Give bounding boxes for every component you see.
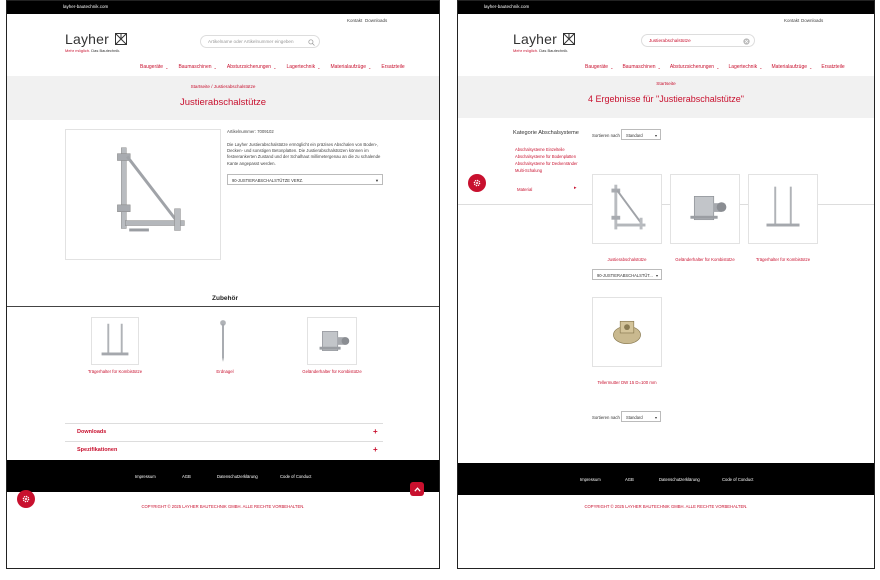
- category-link[interactable]: Multi-Schalung: [515, 168, 543, 173]
- chevron-down-icon: ⌄: [368, 64, 372, 70]
- footer-link-code-of-conduct[interactable]: Code of Conduct: [722, 477, 754, 482]
- nav-absturzsicherungen[interactable]: Absturzsicherungen ⌄: [226, 64, 277, 70]
- layher-logo[interactable]: [65, 31, 127, 47]
- copyright: COPYRIGHT © 2025 LAYHER BAUTECHNIK GMBH. ALLE RECHTE VORBEHALTEN.: [584, 504, 748, 509]
- util-link-kontakt[interactable]: Kontakt: [784, 18, 800, 23]
- carrier-holder-icon: [749, 175, 817, 243]
- breadcrumb[interactable]: Startseite: [656, 81, 676, 86]
- category-title: Kategorie Abschalsysteme: [513, 130, 579, 136]
- footer-link-impressum[interactable]: Impressum: [135, 474, 156, 479]
- util-link-downloads[interactable]: Downloads: [801, 18, 824, 23]
- material-filter[interactable]: Material: [517, 187, 533, 192]
- util-link-downloads[interactable]: Downloads: [365, 18, 388, 23]
- footer: [7, 460, 439, 492]
- accessories-heading: Zubehör: [212, 295, 238, 302]
- sort-select[interactable]: Standard ▾: [621, 129, 661, 140]
- layher-logo[interactable]: [513, 31, 575, 47]
- nav-absturzsicherungen[interactable]: Absturzsicherungen ⌄: [669, 64, 720, 70]
- tagline: Mehr möglich. Das Bautechnik.: [513, 48, 569, 53]
- top-bar: [458, 1, 874, 14]
- category-link[interactable]: Abschalsysteme für Bodenplatten: [515, 154, 576, 159]
- chevron-down-icon: ⌄: [610, 64, 614, 70]
- chevron-down-icon: ⌄: [809, 64, 813, 70]
- footer-link-impressum[interactable]: Impressum: [580, 477, 601, 482]
- gear-icon: [21, 494, 31, 504]
- accessory-caption[interactable]: Erdnagel: [216, 369, 234, 374]
- logo-mark-icon: [115, 33, 127, 45]
- nav-baumaschinen[interactable]: Baumaschinen ⌄: [622, 64, 661, 70]
- nav-materialaufzuege[interactable]: Materialaufzüge ⌄: [330, 64, 372, 70]
- footer-link-agb[interactable]: AGB: [182, 474, 191, 479]
- logo-text: Layher: [65, 31, 110, 47]
- category-link[interactable]: Abschalsysteme für Deckenränder: [515, 161, 578, 166]
- divider: [65, 441, 383, 442]
- search-input[interactable]: [641, 34, 755, 47]
- product-variant-select[interactable]: 90-JUSTIERABSCHALSTÜT... ▾: [592, 269, 662, 280]
- product-image[interactable]: [670, 174, 740, 244]
- product-image[interactable]: [748, 174, 818, 244]
- main-nav: [140, 64, 405, 70]
- footer-link-agb[interactable]: AGB: [625, 477, 634, 482]
- adjustable-brace-icon: [66, 130, 220, 259]
- search-value: Justierabschalstütze: [649, 38, 691, 43]
- wing-nut-icon: [593, 298, 661, 366]
- search-input[interactable]: [200, 35, 320, 48]
- variant-select[interactable]: 90-JUSTIERABSCHALSTÜTZE VERZ. ▼: [227, 174, 383, 185]
- util-link-kontakt[interactable]: Kontakt: [347, 18, 363, 23]
- page-header: [7, 76, 439, 120]
- article-number: Artikelnummer: 7009102: [227, 129, 274, 134]
- nav-baugeraete[interactable]: Baugeräte ⌄: [585, 64, 614, 70]
- category-link[interactable]: Abschalsysteme Einzelteile: [515, 147, 565, 152]
- divider: [7, 306, 440, 307]
- product-caption[interactable]: Geländerhalter für Kombistütze: [675, 257, 735, 262]
- accessory-caption[interactable]: Geländerhalter für Kombistütze: [302, 369, 362, 374]
- logo-text: Layher: [513, 31, 558, 47]
- tagline: Mehr möglich. Das Bautechnik.: [65, 48, 121, 53]
- chevron-up-icon: [414, 487, 421, 492]
- site-url[interactable]: layher-bautechnik.com: [63, 4, 109, 9]
- scroll-top-button[interactable]: [410, 482, 424, 496]
- product-image[interactable]: [592, 297, 662, 367]
- search-results-window: [457, 0, 875, 569]
- product-caption[interactable]: Justierabschalstütze: [607, 257, 647, 262]
- chevron-down-icon: ⌄: [759, 64, 763, 70]
- clear-search-icon[interactable]: [743, 38, 750, 45]
- nav-lagertechnik[interactable]: Lagertechnik ⌄: [286, 64, 321, 70]
- page-header: [458, 76, 874, 118]
- ground-nail-icon: [204, 318, 242, 364]
- product-image[interactable]: [592, 174, 662, 244]
- accessory-image[interactable]: [91, 317, 139, 365]
- product-caption[interactable]: Trägerhalter für Kombistütze: [755, 257, 811, 262]
- adjustable-brace-icon: [593, 175, 661, 243]
- nav-ersatzteile[interactable]: Ersatzteile: [381, 64, 405, 70]
- chevron-down-icon: ⌄: [273, 64, 277, 70]
- product-description: Die Layher Justierabschalstütze ermöglicht ein präzises Abschalen von Boden-, Decken- und sonstigen Betonplatten. Die Justierabschalstützen können im festverankerten Zustand und der Schalhaut millimetergenau an die zu schalende Kante angepasst werden.: [227, 142, 381, 166]
- caret-right-icon[interactable]: ▸: [574, 185, 577, 191]
- search-placeholder: Artikelname oder Artikelnummer eingeben: [208, 39, 294, 44]
- specs-accordion[interactable]: Spezifikationen: [77, 447, 118, 453]
- chevron-down-icon: ⌄: [716, 64, 720, 70]
- plus-icon[interactable]: +: [373, 427, 378, 436]
- top-bar: [7, 1, 439, 14]
- copyright: COPYRIGHT © 2025 LAYHER BAUTECHNIK GMBH. ALLE RECHTE VORBEHALTEN.: [141, 504, 305, 509]
- search-icon[interactable]: [308, 39, 315, 46]
- accessory-image[interactable]: [307, 317, 357, 365]
- downloads-accordion[interactable]: Downloads: [77, 429, 107, 435]
- railing-holder-icon: [308, 318, 356, 364]
- caret-down-icon: ▼: [375, 178, 379, 183]
- accessory-caption[interactable]: Trägerhalter für Kombistütze: [87, 369, 143, 374]
- footer: [458, 463, 874, 495]
- chevron-down-icon: ⌄: [657, 64, 661, 70]
- caret-down-icon: ▾: [655, 273, 658, 278]
- logo-mark-icon: [563, 33, 575, 45]
- product-image[interactable]: [65, 129, 221, 260]
- plus-icon[interactable]: +: [373, 445, 378, 454]
- nav-ersatzteile[interactable]: Ersatzteile: [821, 64, 845, 70]
- railing-holder-icon: [671, 175, 739, 243]
- main-nav: [585, 64, 845, 70]
- nav-lagertechnik[interactable]: Lagertechnik ⌄: [728, 64, 763, 70]
- settings-button[interactable]: [17, 490, 35, 508]
- sort-label: Sortieren nach: [592, 415, 620, 420]
- chevron-down-icon: ⌄: [317, 64, 321, 70]
- results-title: 4 Ergebnisse für "Justierabschalstütze": [588, 94, 744, 104]
- caret-down-icon: ▾: [654, 133, 657, 138]
- footer-link-datenschutz[interactable]: Datenschutzerklärung: [217, 474, 258, 479]
- caret-down-icon: ▾: [654, 415, 657, 420]
- product-page-window: [6, 0, 440, 569]
- carrier-holder-icon: [92, 318, 138, 364]
- sort-select[interactable]: Standard ▾: [621, 411, 661, 422]
- nav-baumaschinen[interactable]: Baumaschinen ⌄: [178, 64, 217, 70]
- footer-link-code-of-conduct[interactable]: Code of Conduct: [280, 474, 312, 479]
- chevron-down-icon: ⌄: [165, 64, 169, 70]
- accessory-image[interactable]: [203, 317, 243, 365]
- footer-link-datenschutz[interactable]: Datenschutzerklärung: [659, 477, 700, 482]
- breadcrumb[interactable]: Startseite / Justierabschalstütze: [190, 84, 256, 89]
- page-title: Justierabschalstütze: [179, 97, 267, 108]
- gear-icon: [472, 178, 482, 188]
- chevron-down-icon: ⌄: [213, 64, 217, 70]
- settings-button[interactable]: [468, 174, 486, 192]
- nav-baugeraete[interactable]: Baugeräte ⌄: [140, 64, 169, 70]
- sort-label: Sortieren nach: [592, 133, 620, 138]
- product-caption[interactable]: Tellermutter DW 15 D=100 mm: [597, 380, 657, 385]
- site-url[interactable]: layher-bautechnik.com: [484, 4, 530, 9]
- divider: [65, 423, 383, 424]
- nav-materialaufzuege[interactable]: Materialaufzüge ⌄: [771, 64, 813, 70]
